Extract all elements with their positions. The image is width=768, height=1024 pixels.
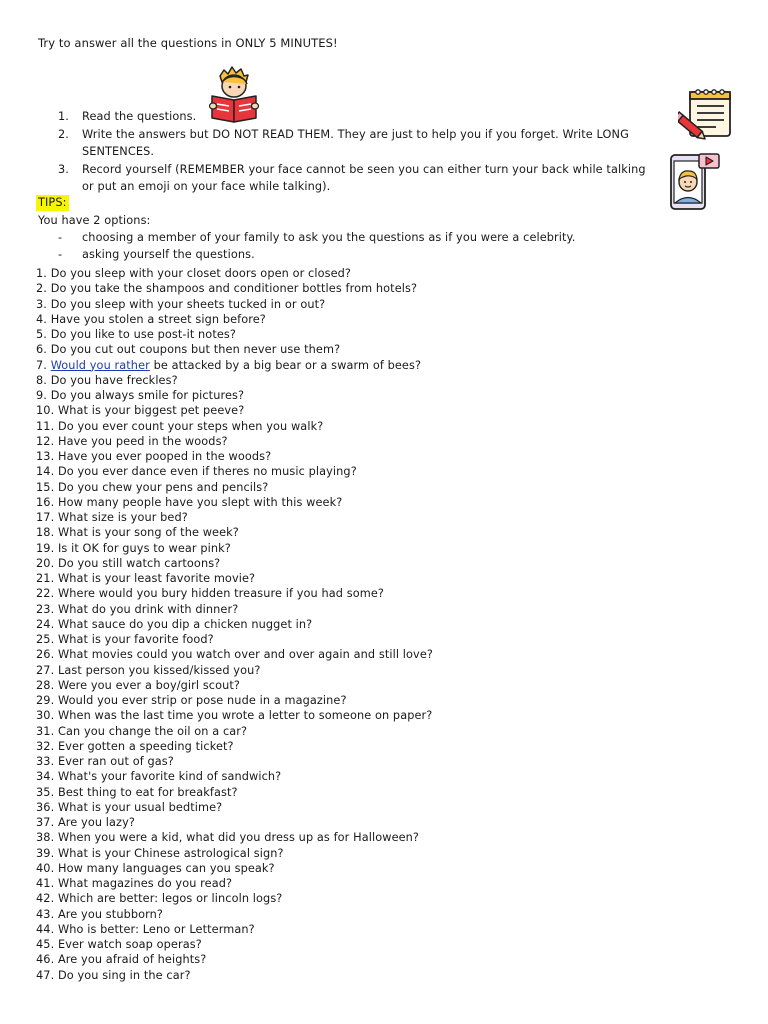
question-number: 45. [36, 938, 55, 951]
question-text: Do you still watch cartoons? [57, 556, 221, 570]
question-item [36, 830, 736, 845]
question-text: How many people have you slept with this week? [57, 495, 343, 509]
question-item [36, 617, 736, 632]
question-item [36, 754, 736, 769]
question-text: Do you ever dance even if theres no music playing? [57, 465, 357, 479]
question-number: 10. [36, 404, 55, 418]
question-item [36, 739, 736, 754]
step-text: Record yourself (REMEMBER your face cannot be seen you can either turn your back while talking or put an emoji on your face while talking). [82, 163, 646, 193]
question-text: What is your favorite food? [57, 633, 214, 646]
question-item [36, 586, 736, 601]
option-dash: - [58, 231, 63, 244]
question-item [36, 419, 736, 434]
question-number: 35. [36, 785, 55, 799]
question-number: 13. [36, 450, 55, 463]
question-item [36, 403, 736, 418]
question-number: 29. [36, 694, 55, 707]
question-number: 42. [36, 892, 55, 906]
question-item [36, 968, 736, 983]
option-dash: - [58, 248, 63, 261]
question-number: 14. [36, 465, 55, 479]
question-item [36, 373, 736, 388]
question-text: What is your biggest pet peeve? [57, 404, 245, 418]
question-text: When you were a kid, what did you dress up as for Halloween? [57, 831, 420, 845]
question-text: Do you sleep with your closet doors open or closed? [50, 267, 352, 280]
question-number: 23. [36, 602, 55, 616]
question-number: 32. [36, 739, 55, 753]
question-text: Ever gotten a speeding ticket? [57, 739, 234, 753]
question-item [36, 281, 736, 296]
options-intro: You have 2 options: [38, 214, 151, 227]
question-number: 46. [36, 953, 55, 967]
page-title: Try to answer all the questions in ONLY 5 MINUTES! [38, 36, 338, 50]
question-text: Do you take the shampoos and conditioner bottles from hotels? [50, 282, 418, 296]
question-text: be attacked by a big bear or a swarm of bees? [153, 358, 422, 372]
question-item [36, 663, 736, 678]
options-list [58, 229, 575, 263]
question-text: Do you sleep with your sheets tucked in or out? [50, 297, 326, 311]
question-text: Last person you kissed/kissed you? [57, 663, 261, 677]
question-text: Are you lazy? [57, 816, 135, 829]
question-number: 12. [36, 434, 55, 448]
question-number: 7. [36, 358, 47, 372]
question-text: Who is better: Leno or Letterman? [57, 922, 255, 936]
question-text: Can you change the oil on a car? [57, 724, 248, 738]
question-item [36, 922, 736, 937]
question-text: When was the last time you wrote a letter to someone on paper? [57, 709, 433, 723]
question-number: 3. [36, 297, 47, 311]
instruction-steps [58, 108, 658, 196]
step-item [58, 108, 658, 125]
question-item [36, 876, 736, 891]
question-number: 28. [36, 678, 55, 692]
question-text: What movies could you watch over and over again and still love? [57, 648, 433, 662]
question-number: 25. [36, 633, 55, 646]
question-number: 37. [36, 816, 55, 829]
question-number: 24. [36, 617, 55, 631]
question-number: 33. [36, 755, 55, 768]
step-text: Write the answers but DO NOT READ THEM. They are just to help you if you forget. Write LONG SENTENCES. [82, 128, 629, 158]
question-item [36, 449, 736, 464]
question-item [36, 785, 736, 800]
question-item [36, 480, 736, 495]
question-item [36, 800, 736, 815]
question-number: 36. [36, 800, 55, 814]
question-text: Have you stolen a street sign before? [50, 312, 266, 326]
question-text: Do you always smile for pictures? [50, 389, 245, 402]
question-number: 31. [36, 724, 55, 738]
option-text: asking yourself the questions. [82, 248, 255, 261]
question-text: What sauce do you dip a chicken nugget in? [57, 617, 313, 631]
question-number: 5. [36, 328, 47, 341]
question-number: 17. [36, 511, 55, 524]
question-number: 47. [36, 968, 55, 982]
question-text: What's your favorite kind of sandwich? [57, 770, 282, 784]
question-text: Would you ever strip or pose nude in a magazine? [57, 694, 347, 707]
question-item [36, 297, 736, 312]
question-text: Were you ever a boy/girl scout? [57, 678, 241, 692]
question-number: 22. [36, 587, 55, 601]
question-number: 26. [36, 648, 55, 662]
question-number: 38. [36, 831, 55, 845]
question-item [36, 342, 736, 357]
step-number: 2. [58, 128, 69, 141]
question-item [36, 632, 736, 647]
question-text: Do you chew your pens and pencils? [57, 480, 269, 494]
question-item [36, 510, 736, 525]
notepad-pencil-icon [678, 86, 736, 144]
question-item [36, 525, 736, 540]
question-item [36, 464, 736, 479]
question-number: 30. [36, 709, 55, 723]
question-number: 18. [36, 526, 55, 540]
question-item [36, 495, 736, 510]
question-text: Are you stubborn? [57, 907, 164, 921]
question-text: Are you afraid of heights? [57, 953, 207, 967]
question-number: 9. [36, 389, 47, 402]
question-text: Do you cut out coupons but then never use them? [50, 343, 341, 357]
question-text: Do you like to use post-it notes? [50, 328, 236, 341]
tips-label: TIPS: [38, 196, 67, 209]
question-number: 20. [36, 556, 55, 570]
question-item [36, 571, 736, 586]
question-number: 2. [36, 282, 47, 296]
question-number: 43. [36, 907, 55, 921]
question-text: Do you sing in the car? [57, 968, 191, 982]
question-text: Ever ran out of gas? [57, 755, 174, 768]
question-number: 15. [36, 480, 55, 494]
question-item [36, 358, 736, 373]
phone-video-icon [668, 152, 724, 212]
question-text: Ever watch soap operas? [57, 938, 202, 951]
question-number: 6. [36, 343, 47, 357]
question-item [36, 891, 736, 906]
question-item [36, 602, 736, 617]
question-item [36, 647, 736, 662]
question-item [36, 937, 736, 952]
question-text: Do you ever count your steps when you walk? [57, 419, 324, 433]
question-text: Which are better: legos or lincoln logs? [57, 892, 283, 906]
question-item [36, 388, 736, 403]
question-item [36, 556, 736, 571]
question-number: 39. [36, 846, 55, 860]
question-list [36, 266, 736, 983]
step-item [58, 161, 658, 195]
question-item [36, 724, 736, 739]
question-item [36, 327, 736, 342]
question-text: What do you drink with dinner? [57, 602, 239, 616]
option-item [58, 246, 575, 263]
question-number: 27. [36, 663, 55, 677]
question-text: What magazines do you read? [57, 877, 233, 890]
option-text: choosing a member of your family to ask you the questions as if you were a celebrity. [82, 231, 576, 244]
question-number: 11. [36, 419, 55, 433]
question-item [36, 708, 736, 723]
question-text: What is your Chinese astrological sign? [57, 846, 284, 860]
step-number: 3. [58, 163, 69, 176]
question-text: What is your least favorite movie? [57, 572, 256, 585]
question-text: What is your song of the week? [57, 526, 239, 540]
question-number: 44. [36, 922, 55, 936]
question-item [36, 952, 736, 967]
step-item [58, 126, 658, 160]
question-item [36, 769, 736, 784]
question-item [36, 815, 736, 830]
question-text: Do you have freckles? [50, 373, 178, 387]
question-number: 34. [36, 770, 55, 784]
question-item [36, 266, 736, 281]
question-item [36, 861, 736, 876]
question-item [36, 541, 736, 556]
question-text: Have you peed in the woods? [57, 434, 228, 448]
question-text: What is your usual bedtime? [57, 800, 223, 814]
question-number: 1. [36, 267, 47, 280]
question-number: 19. [36, 541, 55, 555]
question-number: 41. [36, 877, 55, 890]
question-number: 21. [36, 572, 55, 585]
question-number: 16. [36, 495, 55, 509]
question-text: Best thing to eat for breakfast? [57, 785, 238, 799]
question-item [36, 678, 736, 693]
step-number: 1. [58, 110, 69, 123]
question-text: How many languages can you speak? [57, 861, 275, 875]
question-item [36, 846, 736, 861]
question-number: 40. [36, 861, 55, 875]
question-item [36, 434, 736, 449]
question-item [36, 312, 736, 327]
question-item [36, 693, 736, 708]
would-you-rather-link[interactable]: Would you rather [50, 358, 150, 372]
question-text: What size is your bed? [57, 511, 188, 524]
step-text: Read the questions. [82, 110, 197, 123]
question-item [36, 907, 736, 922]
option-item [58, 229, 575, 246]
question-text: Is it OK for guys to wear pink? [57, 541, 231, 555]
question-number: 8. [36, 373, 47, 387]
question-number: 4. [36, 312, 47, 326]
question-text: Have you ever pooped in the woods? [57, 450, 272, 463]
question-text: Where would you bury hidden treasure if you had some? [57, 587, 384, 601]
